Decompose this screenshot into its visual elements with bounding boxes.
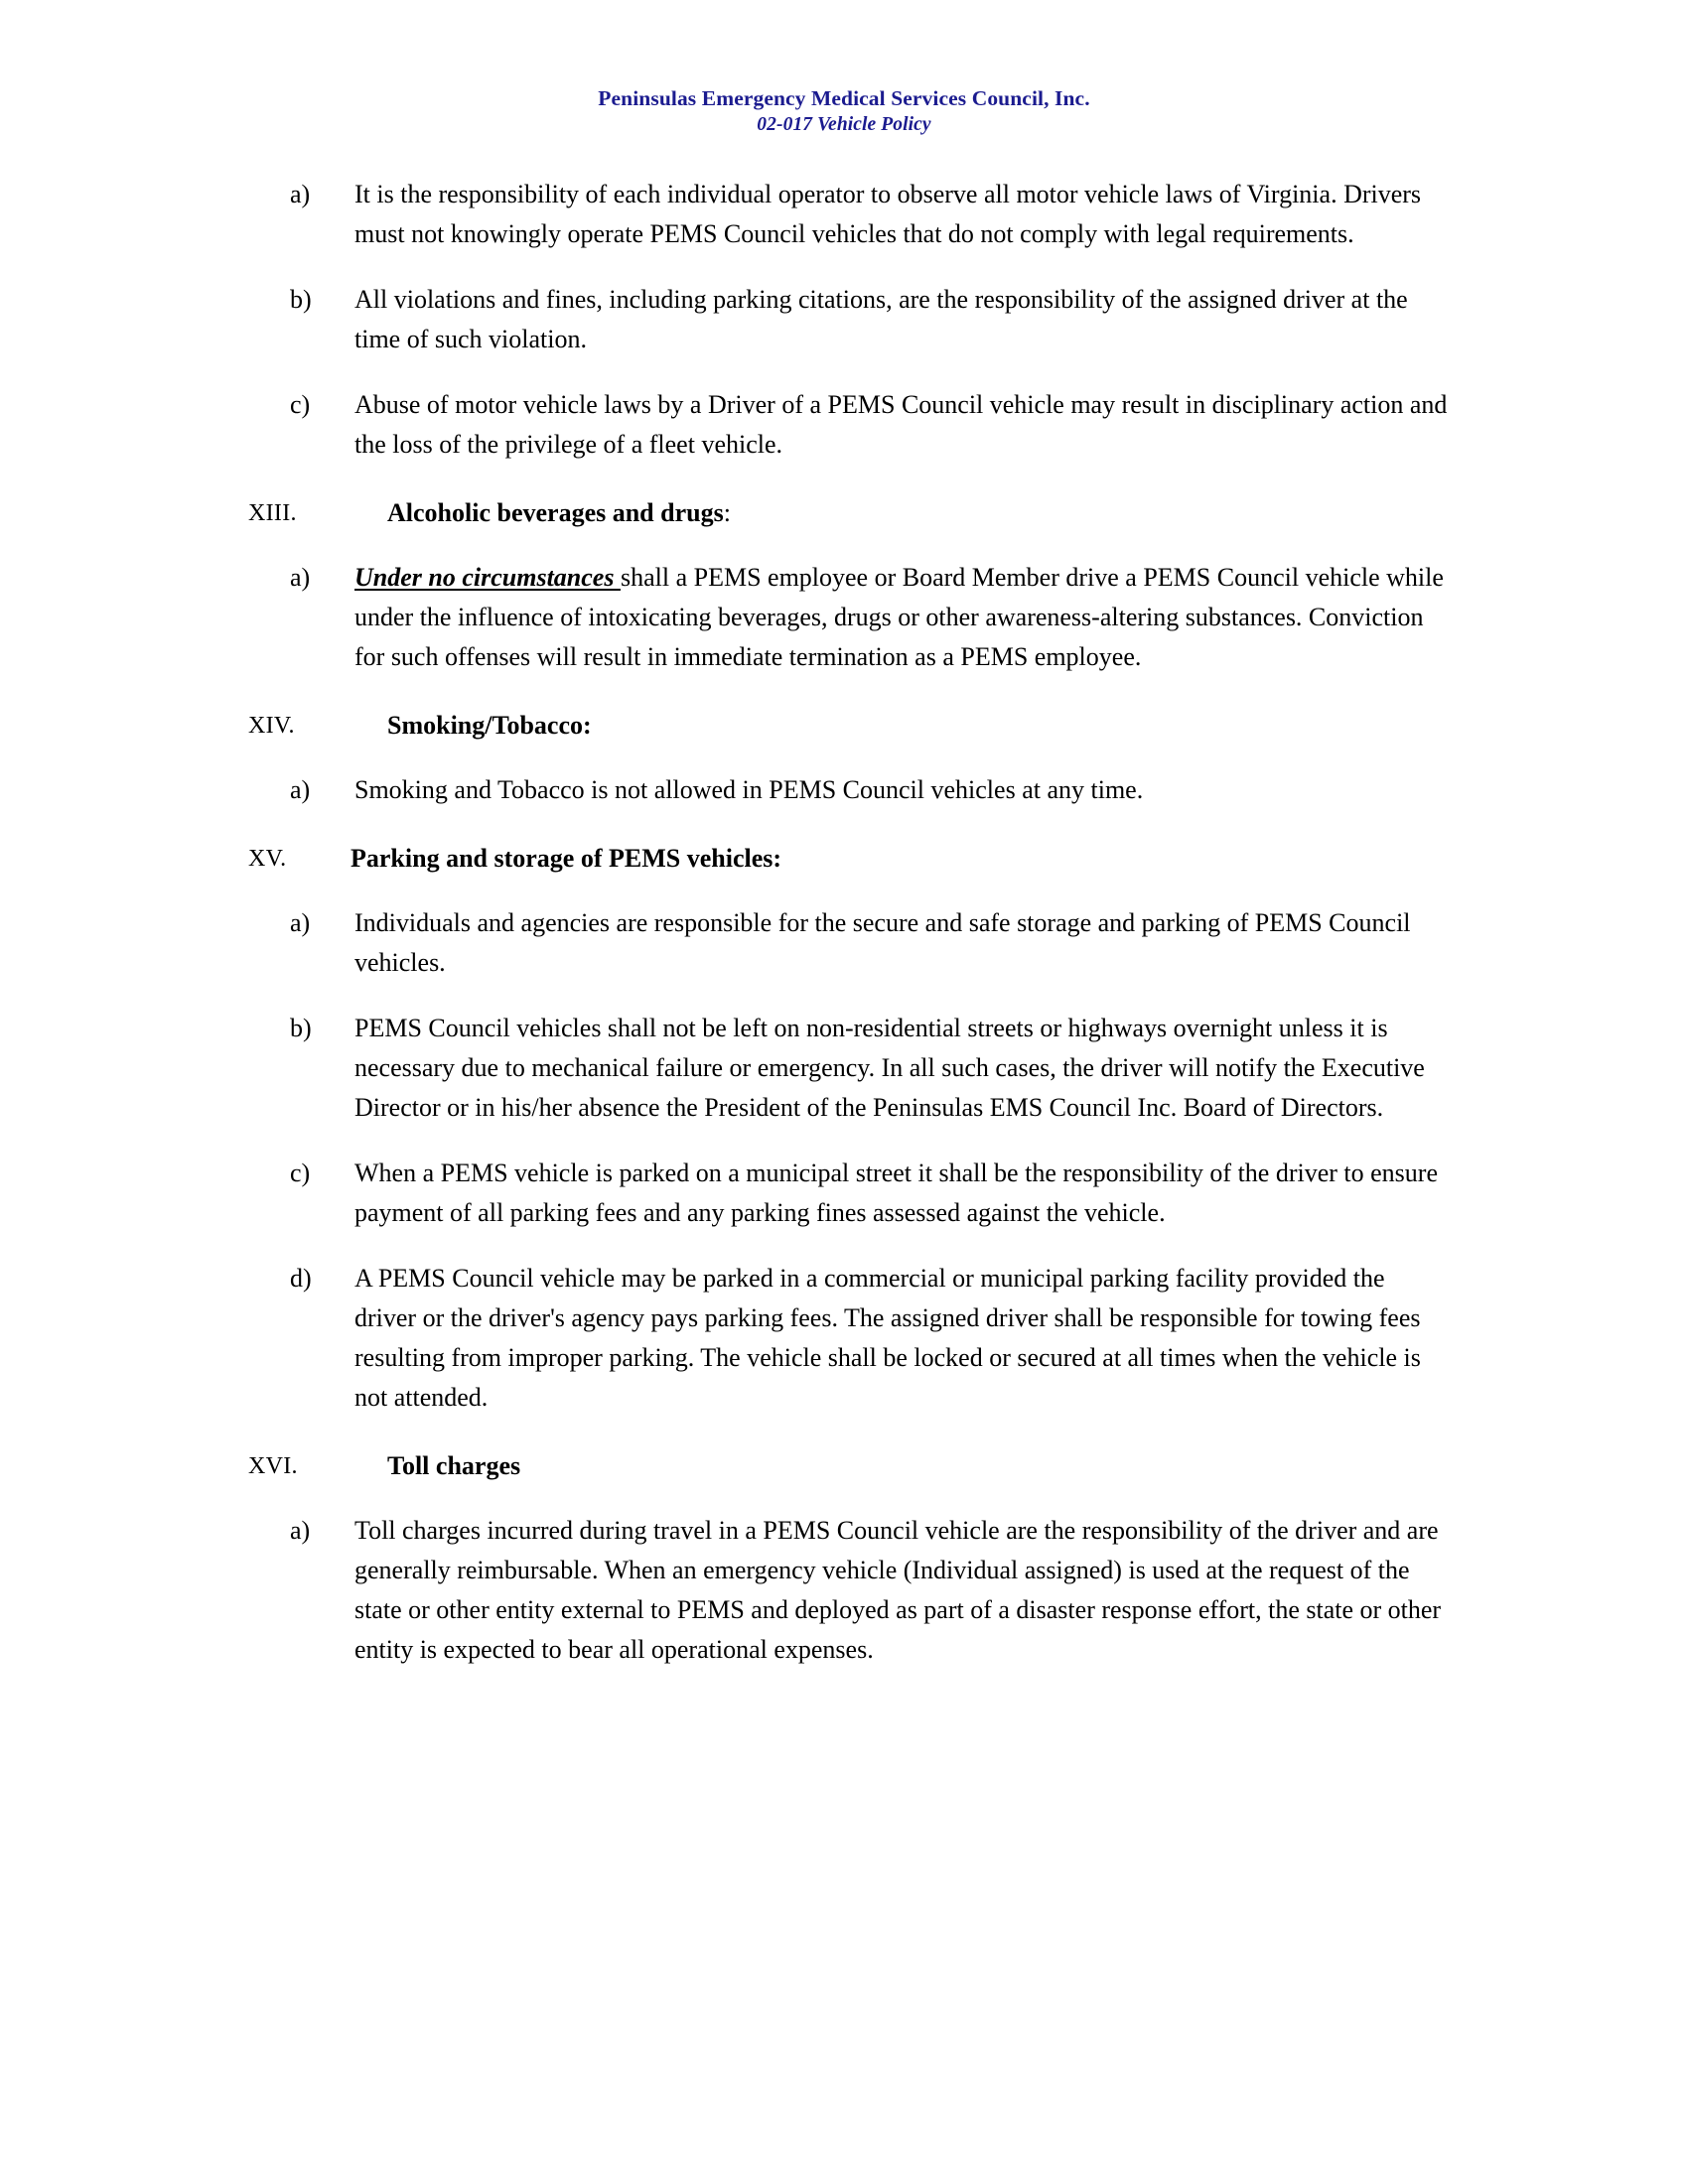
section-roman-numeral: XV. [248,846,287,872]
section-roman-numeral: XIII. [248,500,297,526]
header-organization-name: Peninsulas Emergency Medical Services Council, Inc. [598,86,1090,110]
list-item-text: Smoking and Tobacco is not allowed in PEMS Council vehicles at any time. [354,775,1144,804]
section-heading [0,494,1688,532]
list-item [0,770,1453,810]
section-heading-text: Toll charges [387,1451,521,1480]
list-item-marker: c) [290,390,311,419]
list-item-text: PEMS Council vehicles shall not be left on non-residential streets or highways overnight unless it is necessary due to mechanical failure or emergency. In all such cases, the driver will notify the Executive Director or in his/her absence the President of the Peninsulas EMS Council Inc. Board of Directors. [354,1014,1425,1122]
list-item [0,1259,1453,1418]
list-item [0,1511,1453,1670]
list-item-marker: b) [290,1014,312,1042]
list-item-marker: a) [290,908,311,937]
list-item-text [354,558,1453,677]
list-item [0,385,1453,465]
list-item-text: Toll charges incurred during travel in a PEMS Council vehicle are the responsibility of the driver and are generally reimbursable. When an emergency vehicle (Individual assigned) is used at the request of the state or other entity external to PEMS and deployed as part of a disaster response effort, the state or other entity is expected to bear all operational expenses. [354,1516,1442,1664]
document-header [0,85,1688,138]
list-item-body-text: shall a PEMS employee or Board Member drive a PEMS Council vehicle while under the influence of intoxicating beverages, drugs or other awareness-altering substances. Conviction for such offenses will result in immediate termination as a PEMS employee. [354,563,1444,671]
section-roman-numeral: XIV. [248,713,295,739]
list-item [0,175,1453,254]
list-item [0,1009,1453,1128]
list-item-text: It is the responsibility of each individual operator to observe all motor vehicle laws of Virginia. Drivers must not knowingly operate PEMS Council vehicles that do not comply with legal requirements. [354,180,1422,248]
document-body [0,175,1688,1670]
list-item-marker: c) [290,1159,311,1187]
section-heading-text: Alcoholic beverages and drugs [387,498,724,527]
list-item-marker: a) [290,1516,311,1545]
list-item-text: A PEMS Council vehicle may be parked in a commercial or municipal parking facility provided the driver or the driver's agency pays parking fees. The assigned driver shall be responsible for towing fees resulting from improper parking. The vehicle shall be locked or secured at all times when the vehicle is not attended. [354,1264,1421,1412]
header-document-title: 02-017 Vehicle Policy [757,114,931,135]
list-item-text: Individuals and agencies are responsible for the secure and safe storage and parking of PEMS Council vehicles. [354,908,1411,977]
list-item-marker: a) [290,180,311,208]
list-item-marker: a) [290,775,311,804]
section-heading [0,840,1688,878]
section-heading [0,1447,1688,1485]
list-item-marker: b) [290,285,312,314]
section-heading-colon: : [723,498,731,527]
section-heading [0,707,1688,745]
emphasized-phrase: Under no circumstances [354,563,621,592]
list-item [0,558,1453,677]
section-roman-numeral: XVI. [248,1453,298,1479]
section-heading-text: Parking and storage of PEMS vehicles: [351,844,782,873]
list-item [0,903,1453,983]
list-item-text: When a PEMS vehicle is parked on a municipal street it shall be the responsibility of the driver to ensure payment of all parking fees and any parking fines assessed against the vehicle. [354,1159,1438,1227]
list-item-marker: a) [290,563,311,592]
list-item [0,280,1453,359]
list-item-text: All violations and fines, including parking citations, are the responsibility of the assigned driver at the time of such violation. [354,285,1408,353]
list-item-marker: d) [290,1264,312,1293]
list-item [0,1154,1453,1233]
section-heading-text: Smoking/Tobacco: [387,711,592,740]
list-item-text: Abuse of motor vehicle laws by a Driver of a PEMS Council vehicle may result in disciplinary action and the loss of the privilege of a fleet vehicle. [354,390,1448,459]
